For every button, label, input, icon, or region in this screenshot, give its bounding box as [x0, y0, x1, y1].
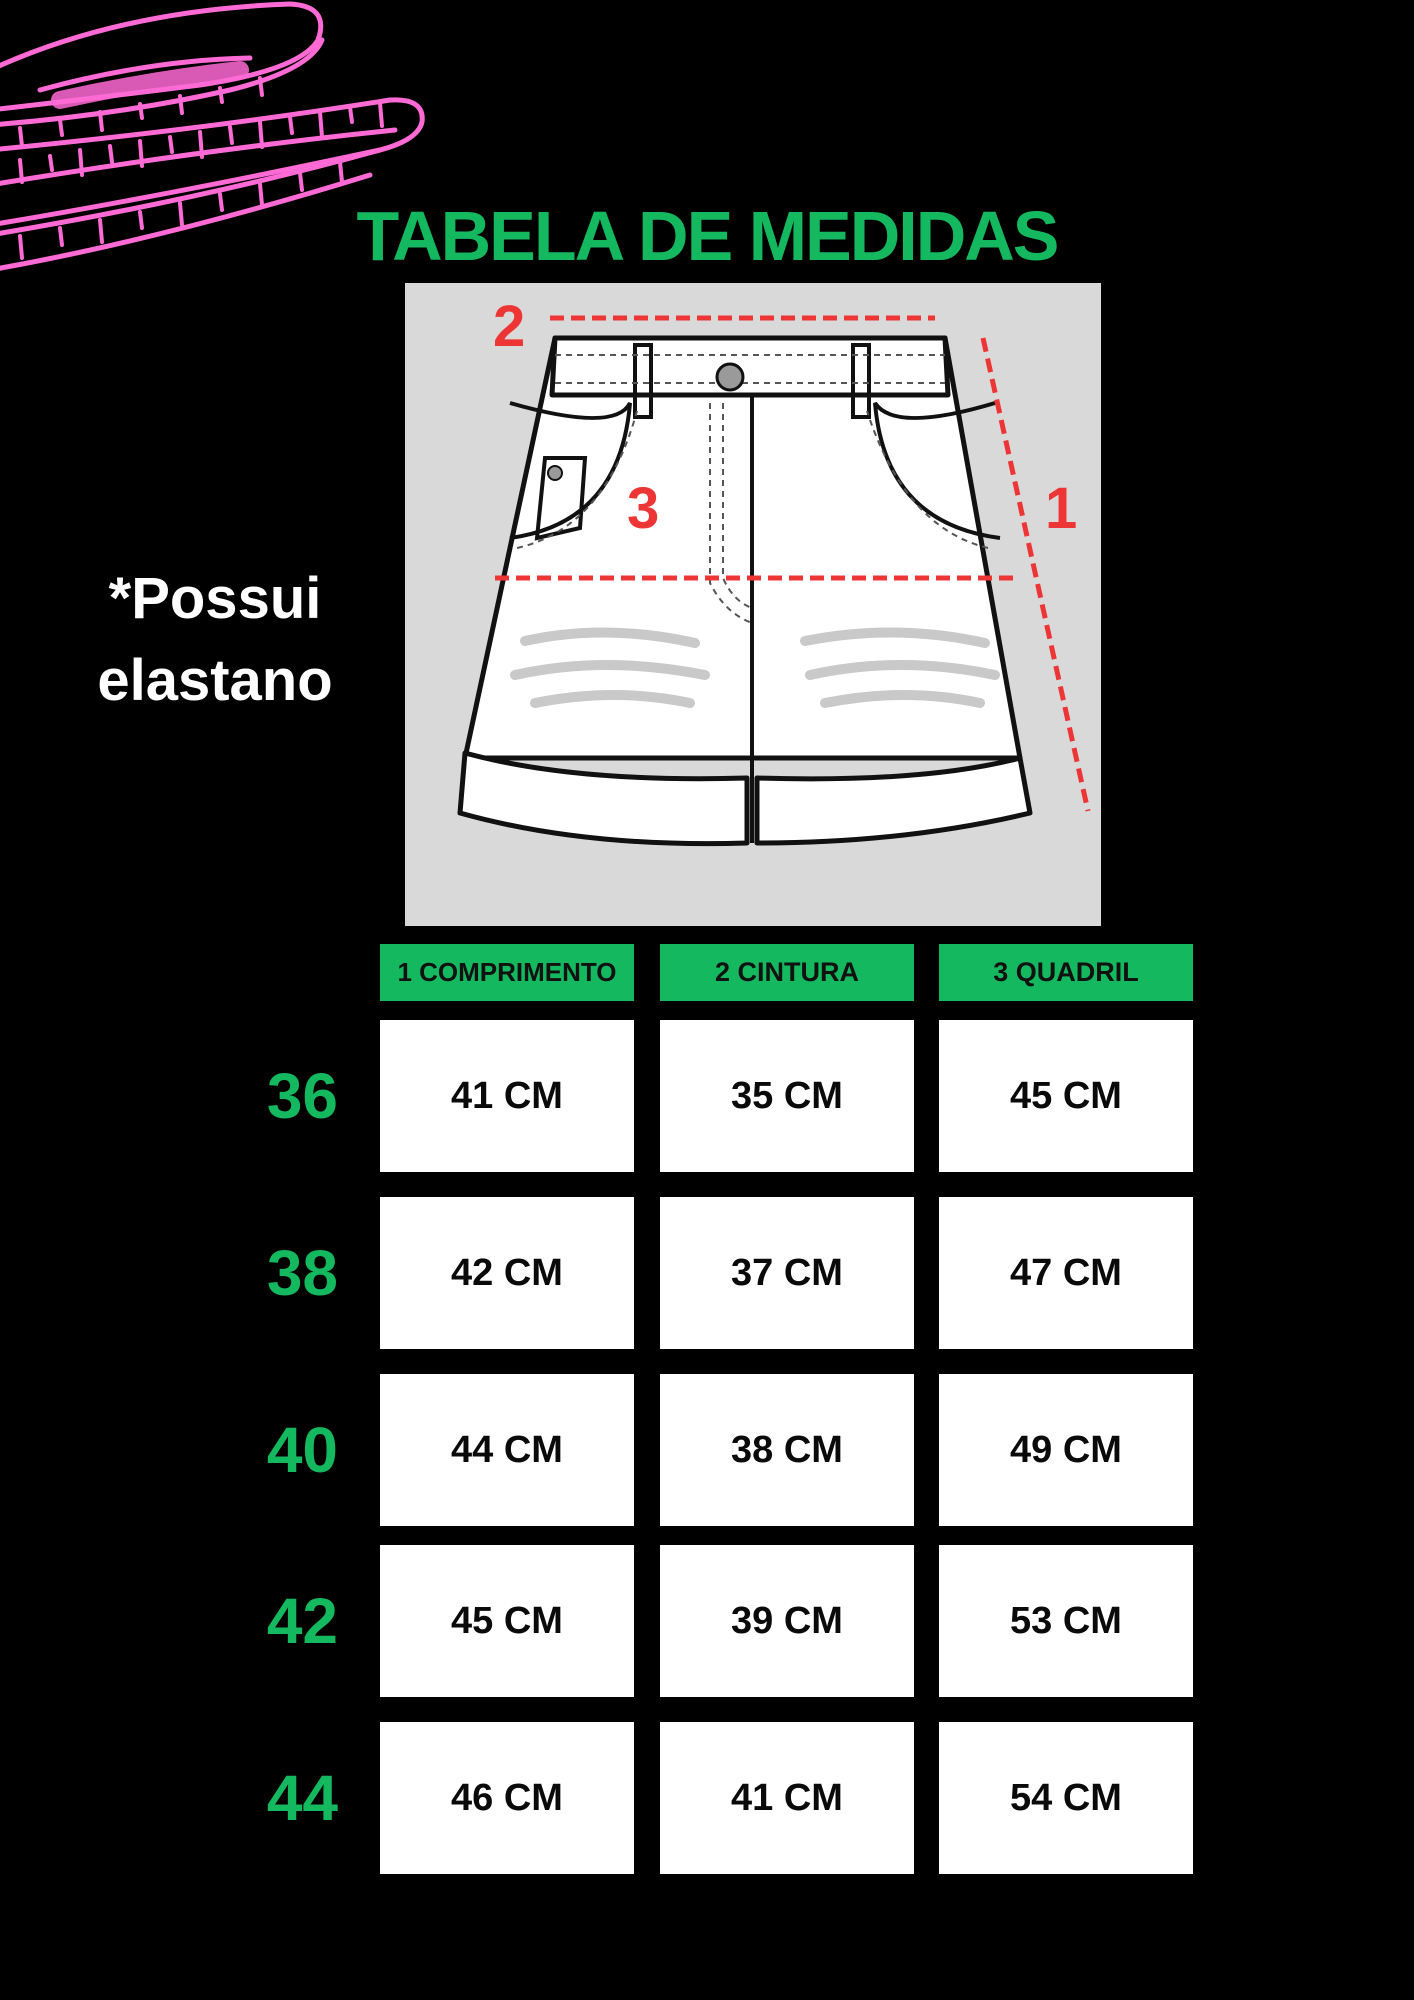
cell-waist: 37 CM	[660, 1197, 914, 1349]
size-label: 36	[266, 1060, 338, 1132]
elastane-note	[60, 558, 370, 722]
size-label: 44	[266, 1762, 338, 1834]
cell-hip: 54 CM	[939, 1722, 1193, 1874]
cell-length: 42 CM	[380, 1197, 634, 1349]
header-waist: 2 CINTURA	[660, 944, 914, 1001]
cell-length: 45 CM	[380, 1545, 634, 1697]
cell-hip: 47 CM	[939, 1197, 1193, 1349]
cell-waist: 41 CM	[660, 1722, 914, 1874]
cell-hip: 45 CM	[939, 1020, 1193, 1172]
table-row	[0, 1197, 1414, 1349]
cell-waist: 38 CM	[660, 1374, 914, 1526]
note-line-2: elastano	[97, 648, 333, 713]
cell-length: 41 CM	[380, 1020, 634, 1172]
shorts-illustration-icon	[405, 283, 1101, 926]
table-row	[0, 1545, 1414, 1697]
table-row	[0, 1722, 1414, 1874]
size-label: 40	[266, 1414, 338, 1486]
cell-waist: 39 CM	[660, 1545, 914, 1697]
cell-length: 44 CM	[380, 1374, 634, 1526]
header-hip: 3 QUADRIL	[939, 944, 1193, 1001]
table-row	[0, 1020, 1414, 1172]
note-line-1: *Possui	[108, 566, 322, 631]
page-title: TABELA DE MEDIDAS	[356, 197, 1058, 275]
cell-hip: 49 CM	[939, 1374, 1193, 1526]
size-label: 38	[266, 1237, 338, 1309]
size-label: 42	[266, 1585, 338, 1657]
marker-waist: 2	[493, 294, 526, 359]
table-row	[0, 1374, 1414, 1526]
cell-length: 46 CM	[380, 1722, 634, 1874]
header-length: 1 COMPRIMENTO	[380, 944, 634, 1001]
cell-hip: 53 CM	[939, 1545, 1193, 1697]
marker-length: 1	[1045, 476, 1078, 541]
cell-waist: 35 CM	[660, 1020, 914, 1172]
marker-hip: 3	[627, 476, 660, 541]
